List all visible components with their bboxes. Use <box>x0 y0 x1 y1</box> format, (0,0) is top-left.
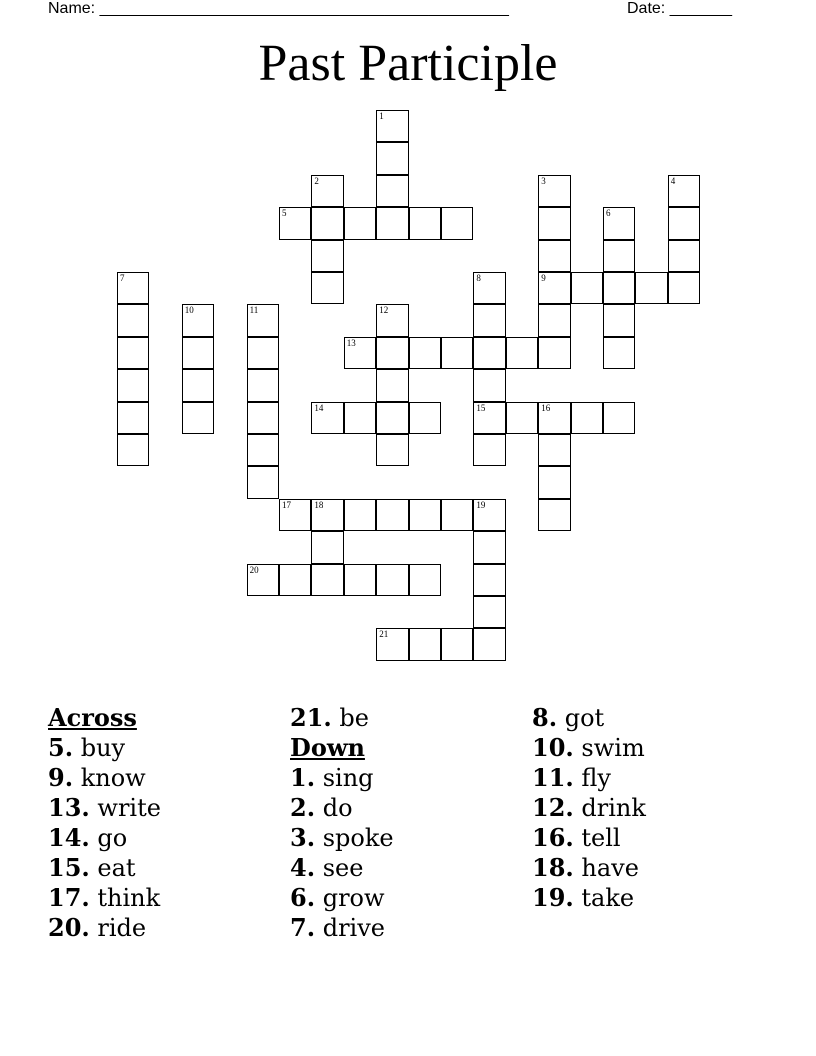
grid-cell[interactable] <box>344 337 376 369</box>
cell-number-18: 18 <box>314 499 324 510</box>
clue-across-13: 13. write <box>48 793 161 822</box>
clue-across-20: 20. ride <box>48 913 147 942</box>
grid-cell[interactable] <box>603 240 635 272</box>
grid-cell[interactable] <box>311 240 343 272</box>
grid-cell[interactable] <box>538 402 570 434</box>
grid-cell[interactable] <box>441 207 473 239</box>
clue-down-1: 1. sing <box>290 763 374 792</box>
grid-cell[interactable] <box>247 304 279 336</box>
grid-cell[interactable] <box>376 207 408 239</box>
grid-cell[interactable] <box>409 337 441 369</box>
cell-number-5: 5 <box>282 208 287 219</box>
clue-column-1 <box>48 703 161 943</box>
grid-cell[interactable] <box>376 304 408 336</box>
grid-cell[interactable] <box>473 628 505 660</box>
cell-number-17: 17 <box>282 499 291 510</box>
clue-across-17: 17. think <box>48 883 161 912</box>
name-field-line[interactable]: Name: ______________________________________________ <box>48 0 509 17</box>
grid-cell[interactable] <box>538 499 570 531</box>
clue-down-10: 10. swim <box>532 733 645 762</box>
clue-column-2 <box>290 703 394 943</box>
clue-across-9: 9. know <box>48 763 146 792</box>
grid-cell[interactable] <box>603 304 635 336</box>
grid-cell[interactable] <box>409 207 441 239</box>
grid-cell[interactable] <box>473 337 505 369</box>
clue-down-19: 19. take <box>532 883 635 912</box>
clue-across-5: 5. buy <box>48 733 126 762</box>
grid-cell[interactable] <box>376 369 408 401</box>
cell-number-20: 20 <box>249 564 259 575</box>
cell-number-7: 7 <box>120 273 125 283</box>
grid-cell[interactable] <box>473 564 505 596</box>
grid-cell[interactable] <box>279 499 311 531</box>
grid-cell[interactable] <box>538 466 570 498</box>
clue-down-7: 7. drive <box>290 913 385 942</box>
grid-cell[interactable] <box>473 369 505 401</box>
clue-down-12: 12. drink <box>532 793 646 822</box>
grid-cell[interactable] <box>344 564 376 596</box>
down-heading: Down <box>290 733 365 762</box>
cell-number-12: 12 <box>379 305 389 316</box>
grid-cell[interactable] <box>376 499 408 531</box>
grid-cell[interactable] <box>376 110 408 142</box>
grid-cell[interactable] <box>441 628 473 660</box>
grid-cell[interactable] <box>409 628 441 660</box>
grid-cell[interactable] <box>441 499 473 531</box>
clue-across-14: 14. go <box>48 823 128 852</box>
cell-number-4: 4 <box>670 175 676 186</box>
grid-cell[interactable] <box>117 434 149 466</box>
grid-cell[interactable] <box>538 337 570 369</box>
grid-cell[interactable] <box>117 337 149 369</box>
grid-cell[interactable] <box>473 531 505 563</box>
clue-down-11: 11. fly <box>532 763 611 792</box>
cell-number-6: 6 <box>606 208 611 219</box>
grid-cell[interactable] <box>279 564 311 596</box>
grid-cell[interactable] <box>376 337 408 369</box>
grid-cell[interactable] <box>538 434 570 466</box>
grid-cell[interactable] <box>117 402 149 434</box>
grid-cell[interactable] <box>182 369 214 401</box>
clue-down-18: 18. have <box>532 853 639 882</box>
grid-cell[interactable] <box>668 272 700 304</box>
grid-cell[interactable] <box>376 628 408 660</box>
grid-cell[interactable] <box>247 369 279 401</box>
date-field-line[interactable]: Date: _______ <box>627 0 732 17</box>
grid-cell[interactable] <box>635 272 667 304</box>
cell-number-3: 3 <box>541 175 546 186</box>
grid-cell[interactable] <box>409 564 441 596</box>
grid-cell[interactable] <box>409 499 441 531</box>
grid-cell[interactable] <box>376 142 408 174</box>
grid-cell[interactable] <box>311 207 343 239</box>
cell-number-21: 21 <box>379 629 389 640</box>
grid-cell[interactable] <box>182 304 214 336</box>
grid-cell[interactable] <box>571 272 603 304</box>
grid-cell[interactable] <box>506 337 538 369</box>
across-heading: Across <box>48 703 137 732</box>
grid-cell[interactable] <box>247 402 279 434</box>
clue-down-2: 2. do <box>290 793 353 822</box>
clue-down-6: 6. grow <box>290 883 385 912</box>
grid-cell[interactable] <box>117 304 149 336</box>
cell-number-1: 1 <box>379 111 384 121</box>
grid-cell[interactable] <box>603 337 635 369</box>
cell-number-15: 15 <box>476 402 486 413</box>
grid-cell[interactable] <box>247 564 279 596</box>
cell-number-14: 14 <box>314 402 324 413</box>
grid-cell[interactable] <box>117 369 149 401</box>
grid-cell[interactable] <box>311 402 343 434</box>
grid-cell[interactable] <box>473 499 505 531</box>
grid-cell[interactable] <box>182 337 214 369</box>
cell-number-8: 8 <box>476 273 481 283</box>
grid-cell[interactable] <box>311 272 343 304</box>
grid-cell[interactable] <box>441 337 473 369</box>
clue-down-8: 8. got <box>532 703 605 732</box>
grid-cell[interactable] <box>473 402 505 434</box>
grid-cell[interactable] <box>279 207 311 239</box>
clue-across-21: 21. be <box>290 703 369 732</box>
clue-down-16: 16. tell <box>532 823 621 852</box>
grid-cell[interactable] <box>538 304 570 336</box>
grid-cell[interactable] <box>668 175 700 207</box>
grid-cell[interactable] <box>376 175 408 207</box>
cell-number-16: 16 <box>541 402 551 413</box>
grid-cell[interactable] <box>538 272 570 304</box>
cell-number-10: 10 <box>184 305 194 316</box>
grid-cell[interactable] <box>473 596 505 628</box>
clue-across-15: 15. eat <box>48 853 136 882</box>
grid-cell[interactable] <box>538 175 570 207</box>
grid-cell[interactable] <box>668 207 700 239</box>
grid-cell[interactable] <box>376 402 408 434</box>
grid-cell[interactable] <box>506 402 538 434</box>
grid-cell[interactable] <box>571 402 603 434</box>
grid-cell[interactable] <box>311 564 343 596</box>
grid-cell[interactable] <box>473 304 505 336</box>
clue-column-3 <box>532 703 646 913</box>
clue-down-3: 3. spoke <box>290 823 394 852</box>
grid-cell[interactable] <box>473 272 505 304</box>
grid-cell[interactable] <box>247 434 279 466</box>
grid-cell[interactable] <box>409 402 441 434</box>
grid-cell[interactable] <box>344 402 376 434</box>
grid-cell[interactable] <box>668 240 700 272</box>
grid-cell[interactable] <box>344 499 376 531</box>
grid-cell[interactable] <box>117 272 149 304</box>
cell-number-13: 13 <box>346 337 356 348</box>
grid-cell[interactable] <box>247 466 279 498</box>
grid-cell[interactable] <box>311 531 343 563</box>
grid-cell[interactable] <box>538 207 570 239</box>
grid-cell[interactable] <box>376 434 408 466</box>
grid-cell[interactable] <box>603 402 635 434</box>
grid-cell[interactable] <box>182 402 214 434</box>
cell-number-19: 19 <box>476 499 486 510</box>
grid-cell[interactable] <box>603 272 635 304</box>
grid-cell[interactable] <box>538 240 570 272</box>
cell-number-11: 11 <box>249 305 259 316</box>
cell-number-2: 2 <box>314 175 319 186</box>
grid-cell[interactable] <box>473 434 505 466</box>
grid-cell[interactable] <box>247 337 279 369</box>
grid-cell[interactable] <box>311 175 343 207</box>
grid-cell[interactable] <box>603 207 635 239</box>
puzzle-title: Past Participle <box>258 35 558 92</box>
cell-number-9: 9 <box>541 273 546 283</box>
grid-cell[interactable] <box>376 564 408 596</box>
grid-cell[interactable] <box>344 207 376 239</box>
clue-down-4: 4. see <box>290 853 364 882</box>
grid-cell[interactable] <box>311 499 343 531</box>
